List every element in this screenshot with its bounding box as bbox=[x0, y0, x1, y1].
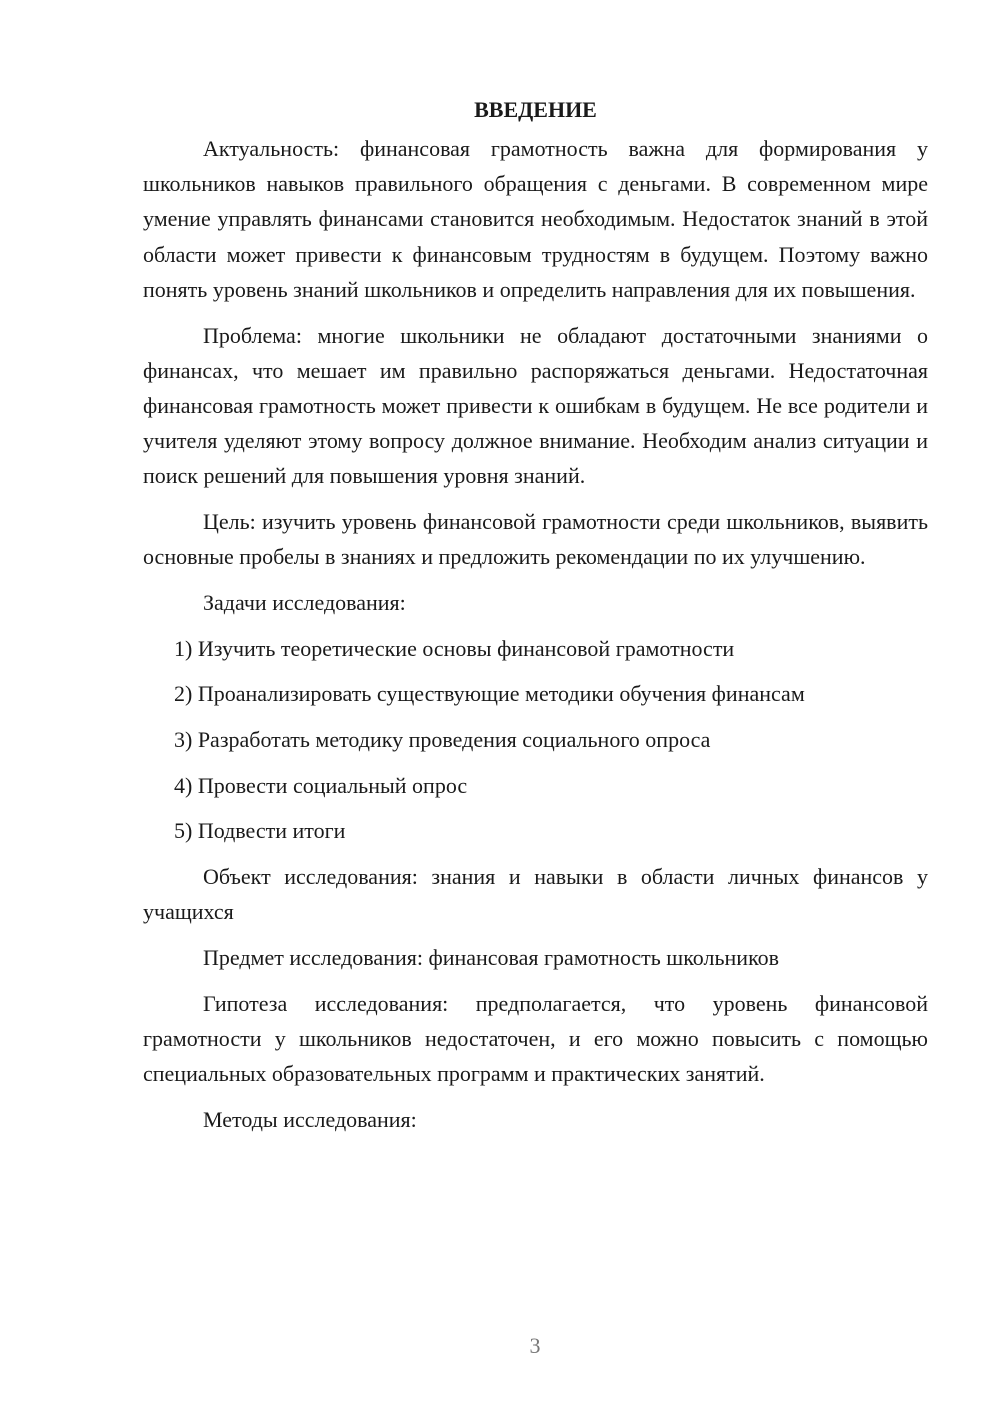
list-item: 4) Провести социальный опрос bbox=[174, 772, 468, 798]
methods-heading: Методы исследования: bbox=[203, 1106, 417, 1132]
subject-paragraph: Предмет исследования: финансовая грамотность школьников bbox=[203, 945, 780, 971]
list-item: 5) Подвести итоги bbox=[174, 818, 346, 844]
page-number: 3 bbox=[529, 1333, 541, 1358]
list-item: 1) Изучить теоретические основы финансовой грамотности bbox=[174, 635, 735, 661]
relevance-paragraph: Актуальность: финансовая грамотность важна для формирования у школьников навыков правильного обращения с деньгами. В современном мире умение управлять финансами становится необходимым. Недостаток знаний в этой области может привести к финансовым трудностям в будущем. Поэтому важно понять уровень знаний школьников и определить направления для их повышения. bbox=[143, 136, 928, 302]
hypothesis-paragraph: Гипотеза исследования: предполагается, что уровень финансовой грамотности у школьников недостаточен, и его можно повысить с помощью специальных образовательных программ и практических занятий. bbox=[143, 990, 928, 1087]
list-item: 3) Разработать методику проведения социального опроса bbox=[174, 727, 711, 753]
problem-paragraph: Проблема: многие школьники не обладают достаточными знаниями о финансах, что мешает им правильно распоряжаться деньгами. Недостаточная финансовая грамотность может привести к ошибкам в будущем. Не все родители и учителя уделяют этому вопросу должное внимание. Необходим анализ ситуации и поиск решений для повышения уровня знаний. bbox=[143, 322, 928, 489]
tasks-list bbox=[143, 631, 928, 849]
section-heading: ВВЕДЕНИЕ bbox=[474, 97, 597, 122]
object-paragraph: Объект исследования: знания и навыки в области личных финансов у учащихся bbox=[143, 864, 928, 925]
page-body bbox=[143, 92, 928, 1148]
goal-paragraph: Цель: изучить уровень финансовой грамотности среди школьников, выявить основные пробелы в знаниях и предложить рекомендации по их улучшению. bbox=[143, 509, 928, 570]
list-item: 2) Проанализировать существующие методики обучения финансам bbox=[174, 681, 805, 707]
tasks-heading: Задачи исследования: bbox=[203, 589, 406, 615]
